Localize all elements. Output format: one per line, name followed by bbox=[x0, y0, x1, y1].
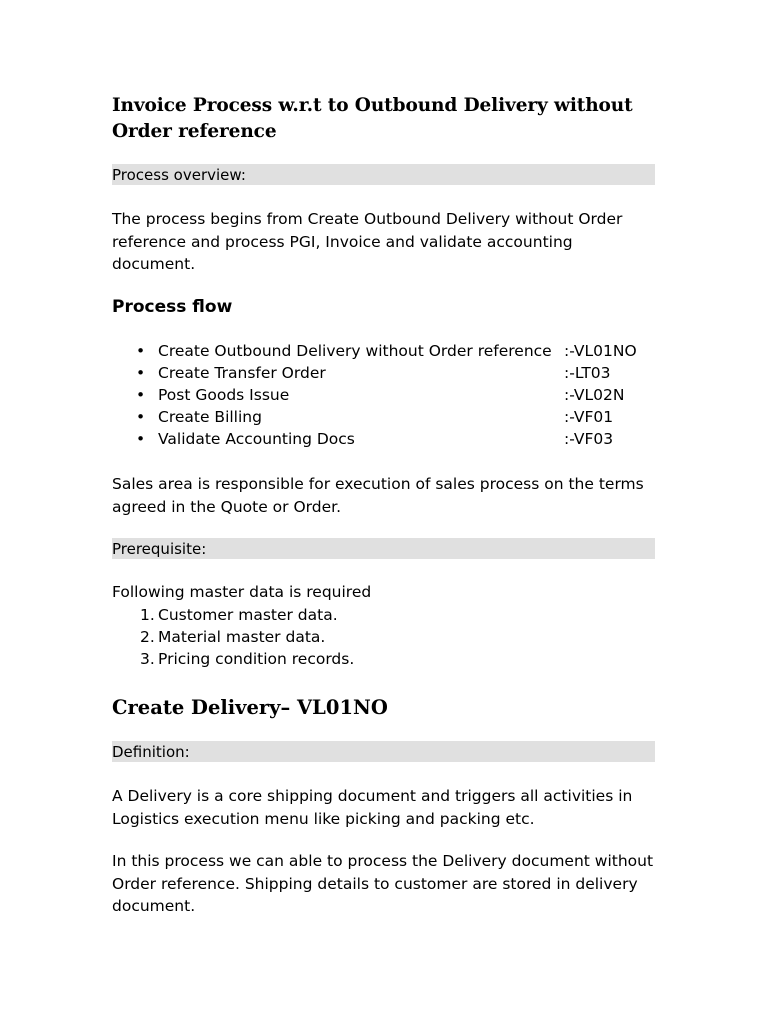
list-number: 1. bbox=[140, 606, 155, 624]
bullet-icon: • bbox=[136, 430, 146, 448]
list-item-text: Customer master data. bbox=[158, 606, 338, 624]
bullet-icon: • bbox=[136, 364, 146, 382]
list-item bbox=[112, 604, 655, 626]
flow-step-label: Create Billing bbox=[158, 408, 262, 426]
process-overview-label: Process overview: bbox=[112, 164, 655, 185]
flow-step-label: Validate Accounting Docs bbox=[158, 430, 355, 448]
flow-step-label: Create Outbound Delivery without Order reference bbox=[158, 342, 552, 360]
prerequisite-label: Prerequisite: bbox=[112, 538, 655, 559]
flow-step-code: :-VF01 bbox=[564, 408, 614, 426]
list-item bbox=[112, 648, 655, 670]
list-item bbox=[112, 340, 655, 362]
list-item bbox=[112, 384, 655, 406]
list-item bbox=[112, 428, 655, 450]
bullet-icon: • bbox=[136, 342, 146, 360]
flow-step-label: Post Goods Issue bbox=[158, 386, 290, 404]
overview-paragraph: The process begins from Create Outbound Delivery without Order reference and process PGI, Invoice and validate accounting document. bbox=[112, 210, 623, 273]
create-delivery-heading: Create Delivery– VL01NO bbox=[112, 696, 388, 719]
master-data-list bbox=[112, 604, 655, 670]
definition-paragraph: A Delivery is a core shipping document and triggers all activities in Logistics execution menu like picking and packing etc. bbox=[112, 787, 633, 828]
flow-step-code: :-VL01NO bbox=[564, 342, 637, 360]
master-data-intro: Following master data is required bbox=[112, 583, 372, 601]
flow-step-label: Create Transfer Order bbox=[158, 364, 326, 382]
document-title: Invoice Process w.r.t to Outbound Delivery without Order reference bbox=[112, 95, 633, 142]
flow-step-code: :-VL02N bbox=[564, 386, 625, 404]
definition-label: Definition: bbox=[112, 741, 655, 762]
process-paragraph: In this process we can able to process the Delivery document without Order reference. Shipping details to customer are stored in delivery document. bbox=[112, 852, 654, 915]
list-number: 3. bbox=[140, 650, 155, 668]
flow-step-code: :-VF03 bbox=[564, 430, 614, 448]
bullet-icon: • bbox=[136, 386, 146, 404]
list-item bbox=[112, 362, 655, 384]
list-item bbox=[112, 406, 655, 428]
sales-area-paragraph: Sales area is responsible for execution of sales process on the terms agreed in the Quote or Order. bbox=[112, 475, 644, 516]
bullet-icon: • bbox=[136, 408, 146, 426]
process-flow-list bbox=[112, 340, 655, 450]
flow-step-code: :-LT03 bbox=[564, 364, 611, 382]
list-number: 2. bbox=[140, 628, 155, 646]
list-item-text: Material master data. bbox=[158, 628, 326, 646]
list-item-text: Pricing condition records. bbox=[158, 650, 355, 668]
process-flow-heading: Process flow bbox=[112, 297, 233, 317]
list-item bbox=[112, 626, 655, 648]
